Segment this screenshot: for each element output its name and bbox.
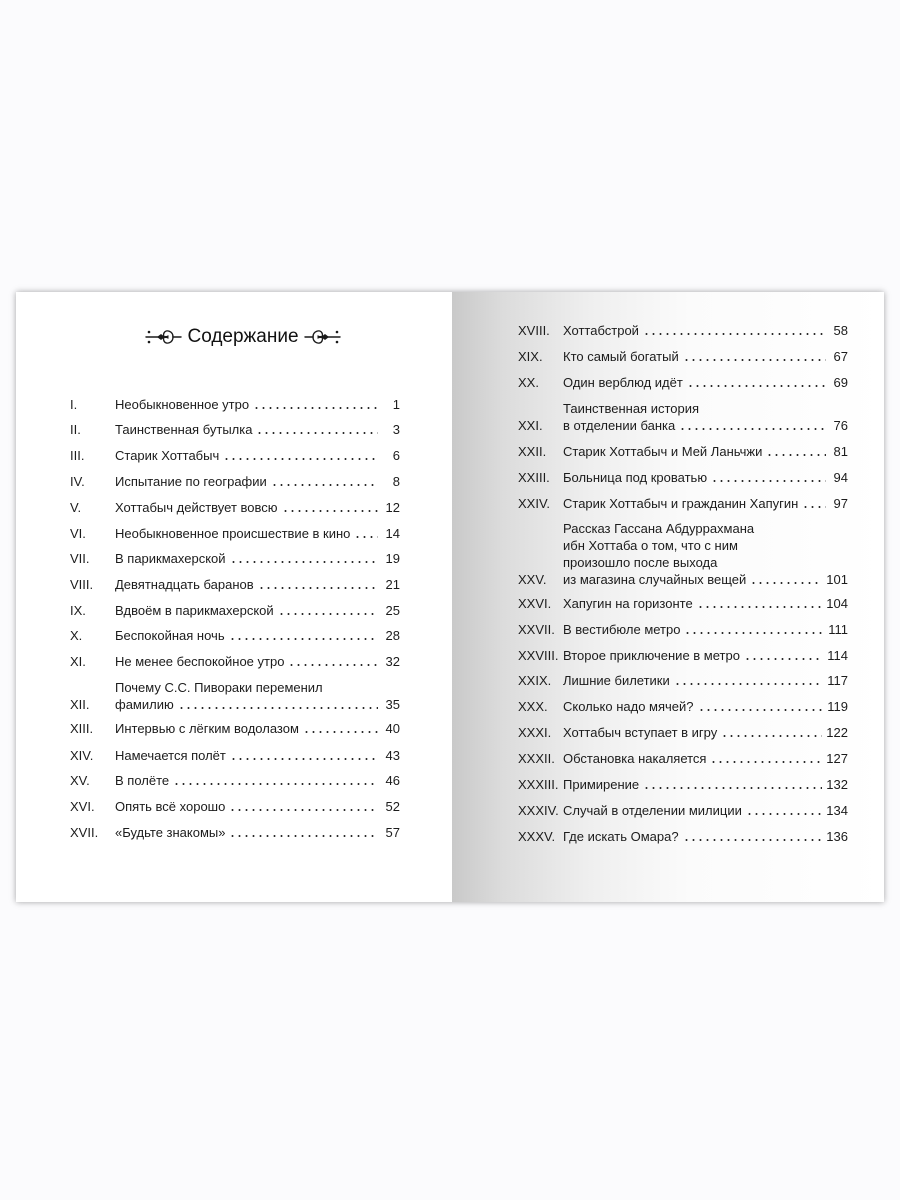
toc-entry — [70, 798, 400, 815]
chapter-title: Интервью с лёгким водолазом — [115, 721, 299, 736]
page-number: 43 — [385, 748, 400, 763]
chapter-number: XXXII. — [518, 751, 555, 766]
chapter-number: XIII. — [70, 721, 94, 736]
chapter-number: XXVI. — [518, 596, 552, 611]
dot-leader — [229, 638, 378, 640]
toc-entry — [70, 720, 400, 737]
chapter-title: Обстановка накаляется — [563, 751, 707, 766]
chapter-number: VIII. — [70, 577, 94, 592]
page-number: 122 — [826, 725, 848, 740]
chapter-number: XVIII. — [518, 323, 550, 338]
dot-leader — [229, 809, 378, 811]
page-number: 104 — [826, 596, 848, 611]
page-number: 32 — [385, 654, 400, 669]
toc-entry — [518, 647, 848, 664]
chapter-title: Хоттабстрой — [563, 323, 639, 338]
toc-entry — [70, 747, 400, 764]
chapter-number: XXXIV. — [518, 803, 559, 818]
toc-entry — [518, 443, 848, 460]
dot-leader — [679, 428, 826, 430]
chapter-number: XXXI. — [518, 725, 552, 740]
dot-leader — [687, 385, 826, 387]
toc-entry — [518, 724, 848, 741]
chapter-number: XX. — [518, 375, 539, 390]
page-number: 69 — [833, 375, 848, 390]
page-number: 114 — [827, 648, 848, 663]
chapter-title: фамилию — [115, 697, 174, 712]
dot-leader — [354, 536, 378, 538]
toc-entry — [518, 520, 848, 588]
toc-entry — [518, 374, 848, 391]
toc-entry — [518, 348, 848, 365]
dot-leader — [229, 835, 378, 837]
chapter-number: XIX. — [518, 349, 543, 364]
toc-entry — [70, 627, 400, 644]
page-number: 134 — [826, 803, 848, 818]
page-number: 76 — [833, 418, 848, 433]
page-number: 3 — [392, 422, 400, 437]
chapter-title: Примирение — [563, 777, 640, 792]
page-number: 111 — [828, 622, 848, 637]
page-number: 136 — [826, 829, 848, 844]
page-number: 40 — [385, 721, 400, 736]
page-number: 28 — [385, 628, 400, 643]
chapter-title: Случай в отделении милиции — [563, 803, 742, 818]
chapter-title: Беспокойная ночь — [115, 628, 225, 643]
chapter-title: В парикмахерской — [115, 551, 226, 566]
toc-entry — [518, 469, 848, 486]
dot-leader — [750, 582, 822, 584]
page-number: 81 — [833, 444, 848, 459]
page-number: 101 — [826, 572, 848, 587]
chapter-title: Намечается полёт — [115, 748, 226, 763]
chapter-number: XXI. — [518, 418, 543, 433]
chapter-title: Необыкновенное утро — [115, 397, 250, 412]
page-number: 21 — [385, 577, 400, 592]
page-number: 94 — [833, 470, 848, 485]
chapter-title: Второе приключение в метро — [563, 648, 740, 663]
chapter-number: XXIII. — [518, 470, 550, 485]
dot-leader — [697, 606, 823, 608]
chapter-number: VI. — [70, 526, 86, 541]
page-number: 6 — [392, 448, 400, 463]
page-number: 35 — [385, 697, 400, 712]
toc-entry — [70, 396, 400, 413]
chapter-number: XVII. — [70, 825, 99, 840]
chapter-title: Хоттабыч вступает в игру — [563, 725, 718, 740]
page-number: 46 — [385, 773, 400, 788]
toc-entry — [518, 322, 848, 339]
chapter-title: Кто самый богатый — [563, 349, 679, 364]
dot-leader — [674, 683, 824, 685]
dot-leader — [230, 561, 378, 563]
chapter-number: XXII. — [518, 444, 547, 459]
dot-leader — [643, 333, 826, 335]
page-number: 14 — [385, 526, 400, 541]
dot-leader — [744, 658, 823, 660]
dot-leader — [278, 613, 378, 615]
dot-leader — [710, 761, 822, 763]
chapter-number: IV. — [70, 474, 85, 489]
toc-entry — [518, 400, 848, 434]
chapter-number: XXVII. — [518, 622, 555, 637]
chapter-title-line: ибн Хоттаба о том, что с ним — [563, 538, 738, 553]
dot-leader — [683, 839, 823, 841]
dot-leader — [271, 484, 378, 486]
toc-entry — [518, 828, 848, 845]
toc-entry — [518, 495, 848, 512]
toc-entry — [70, 679, 400, 713]
chapter-title: Где искать Омара? — [563, 829, 679, 844]
chapter-title: Хапугин на горизонте — [563, 596, 693, 611]
chapter-title: Хоттабыч действует вовсю — [115, 500, 278, 515]
dot-leader — [698, 709, 824, 711]
chapter-title: из магазина случайных вещей — [563, 572, 747, 587]
dot-leader — [303, 731, 378, 733]
chapter-title: Таинственная бутылка — [115, 422, 253, 437]
chapter-title: Необыкновенное происшествие в кино — [115, 526, 351, 541]
toc-entry — [70, 421, 400, 438]
page-number: 127 — [826, 751, 848, 766]
dot-leader — [256, 432, 378, 434]
chapter-number: XXV. — [518, 572, 547, 587]
page-number: 25 — [385, 603, 400, 618]
chapter-number: I. — [70, 397, 78, 412]
chapter-number: IX. — [70, 603, 86, 618]
chapter-title: В вестибюле метро — [563, 622, 681, 637]
dot-leader — [721, 735, 822, 737]
chapter-title: Сколько надо мячей? — [563, 699, 694, 714]
toc-entry — [70, 447, 400, 464]
toc-entry — [70, 473, 400, 490]
chapter-number: XIV. — [70, 748, 94, 763]
dot-leader — [230, 758, 378, 760]
chapter-title: Вдвоём в парикмахерской — [115, 603, 274, 618]
chapter-title: Старик Хоттабыч — [115, 448, 220, 463]
dot-leader — [173, 783, 378, 785]
chapter-number: VII. — [70, 551, 90, 566]
toc-entry — [70, 550, 400, 567]
page-number: 52 — [385, 799, 400, 814]
chapter-title: Испытание по географии — [115, 474, 267, 489]
chapter-number: XXXIII. — [518, 777, 559, 792]
page-number: 57 — [385, 825, 400, 840]
chapter-title-line: Почему С.С. Пивораки переменил — [115, 680, 323, 695]
chapter-number: XXXV. — [518, 829, 556, 844]
ornament-left-icon — [143, 324, 183, 350]
page-number: 119 — [827, 699, 848, 714]
toc-entry — [70, 525, 400, 542]
toc-entry — [70, 576, 400, 593]
chapter-title-line: Таинственная история — [563, 401, 700, 416]
chapter-title-line: произошло после выхода — [563, 555, 718, 570]
chapter-number: XV. — [70, 773, 90, 788]
ornament-right-icon — [303, 324, 343, 350]
toc-entry — [518, 621, 848, 638]
page-number: 1 — [392, 397, 400, 412]
page-number: 12 — [385, 500, 400, 515]
page-title: Содержание — [187, 326, 299, 347]
chapter-title: Один верблюд идёт — [563, 375, 683, 390]
dot-leader — [282, 510, 378, 512]
chapter-title: Девятнадцать баранов — [115, 577, 254, 592]
dot-leader — [802, 506, 826, 508]
dot-leader — [223, 458, 378, 460]
page-number: 19 — [385, 551, 400, 566]
dot-leader — [684, 632, 824, 634]
dot-leader — [746, 813, 822, 815]
toc-entry — [70, 499, 400, 516]
chapter-title: В полёте — [115, 773, 170, 788]
toc-entry — [70, 824, 400, 841]
chapter-number: XXX. — [518, 699, 548, 714]
toc-entry — [518, 672, 848, 689]
chapter-title: Больница под кроватью — [563, 470, 708, 485]
chapter-title: Старик Хоттабыч и Мей Ланьчжи — [563, 444, 763, 459]
chapter-number: X. — [70, 628, 83, 643]
page-number: 132 — [826, 777, 848, 792]
right-page — [452, 292, 884, 902]
dot-leader — [766, 454, 826, 456]
chapter-title: в отделении банка — [563, 418, 676, 433]
toc-entry — [518, 802, 848, 819]
toc-entry — [70, 653, 400, 670]
chapter-title: Опять всё хорошо — [115, 799, 226, 814]
toc-entry — [518, 750, 848, 767]
dot-leader — [258, 587, 378, 589]
dot-leader — [178, 707, 378, 709]
page-number: 58 — [833, 323, 848, 338]
chapter-number: XII. — [70, 697, 90, 712]
chapter-number: XVI. — [70, 799, 95, 814]
toc-entry — [70, 602, 400, 619]
chapter-number: XXVIII. — [518, 648, 559, 663]
page-number: 8 — [392, 474, 400, 489]
page-number: 67 — [833, 349, 848, 364]
book-spread — [16, 292, 884, 902]
chapter-title: Старик Хоттабыч и гражданин Хапугин — [563, 496, 799, 511]
chapter-number: XXIV. — [518, 496, 551, 511]
toc-entry — [518, 698, 848, 715]
chapter-number: XI. — [70, 654, 86, 669]
left-page — [16, 292, 452, 902]
chapter-number: III. — [70, 448, 85, 463]
dot-leader — [253, 407, 378, 409]
chapter-number: XXIX. — [518, 673, 552, 688]
dot-leader — [683, 359, 826, 361]
chapter-title-line: Рассказ Гассана Абдуррахмана — [563, 521, 755, 536]
dot-leader — [711, 480, 826, 482]
page-number: 97 — [833, 496, 848, 511]
chapter-number: V. — [70, 500, 82, 515]
toc-entry — [518, 776, 848, 793]
chapter-title: Лишние билетики — [563, 673, 670, 688]
chapter-title: Не менее беспокойное утро — [115, 654, 285, 669]
chapter-title: «Будьте знакомы» — [115, 825, 226, 840]
dot-leader — [288, 664, 378, 666]
chapter-number: II. — [70, 422, 81, 437]
toc-entry — [518, 595, 848, 612]
toc-entry — [70, 772, 400, 789]
page-number: 117 — [827, 673, 848, 688]
contents-heading — [138, 322, 348, 352]
dot-leader — [643, 787, 822, 789]
